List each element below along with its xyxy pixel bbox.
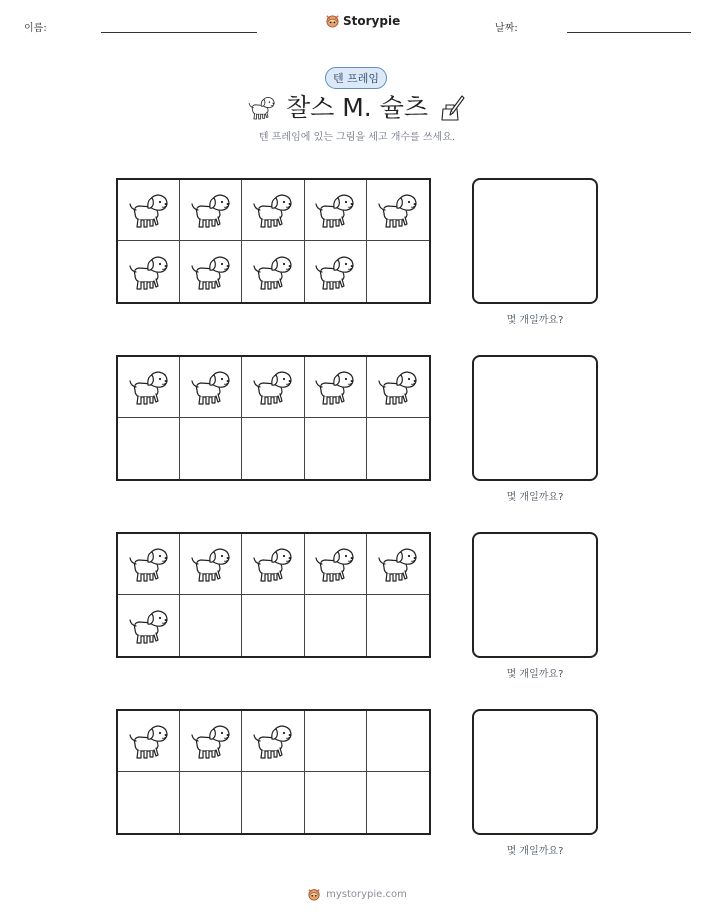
answer-box[interactable]: [472, 709, 598, 835]
footer: [0, 887, 714, 901]
ten-frame-cell: [180, 180, 242, 241]
puppy-icon: [189, 544, 233, 584]
ten-frame-cell: [118, 534, 180, 595]
ten-frame-cell: [180, 534, 242, 595]
ten-frame-cell: [305, 180, 367, 241]
puppy-icon: [251, 721, 295, 761]
instructions: 텐 프레임에 있는 그림을 세고 개수를 쓰세요.: [258, 132, 456, 143]
puppy-icon: [251, 252, 295, 292]
count-question: 몇 개일까요?: [506, 492, 564, 503]
ten-frame-cell: [118, 418, 180, 479]
puppy-icon: [127, 606, 171, 646]
ten-frame-cell: [242, 772, 304, 833]
ten-frame-cell: [305, 241, 367, 302]
ten-frame-cell: [367, 241, 429, 302]
count-question: 몇 개일까요?: [506, 846, 564, 857]
brand-name: Storypie: [343, 13, 401, 28]
ten-frame-cell: [180, 241, 242, 302]
storypie-logo-icon: [307, 887, 321, 901]
puppy-icon: [127, 252, 171, 292]
ten-frame: [116, 532, 431, 658]
ten-frame-badge: 텐 프레임: [325, 67, 387, 89]
ten-frame-cell: [242, 241, 304, 302]
ten-frame-cell: [242, 534, 304, 595]
puppy-icon: [251, 544, 295, 584]
name-line[interactable]: [101, 32, 257, 33]
ten-frame-cell: [242, 595, 304, 656]
puppy-icon: [376, 367, 420, 407]
page-title: 찰스 M. 슐츠: [285, 93, 428, 122]
ten-frame-cell: [305, 595, 367, 656]
ten-frame-cell: [305, 357, 367, 418]
answer-box[interactable]: [472, 178, 598, 304]
date-label: 날짜:: [495, 23, 518, 34]
puppy-icon: [189, 190, 233, 230]
puppy-icon: [127, 367, 171, 407]
ten-frame-cell: [305, 418, 367, 479]
name-label: 이름:: [24, 23, 47, 34]
brand-logo: [325, 13, 400, 28]
puppy-icon: [313, 367, 357, 407]
puppy-icon: [251, 367, 295, 407]
ten-frame-cell: [242, 711, 304, 772]
ten-frame-cell: [305, 711, 367, 772]
count-question: 몇 개일까요?: [506, 669, 564, 680]
puppy-icon: [127, 544, 171, 584]
puppy-icon: [376, 190, 420, 230]
ten-frame-cell: [180, 772, 242, 833]
ten-frame-cell: [367, 711, 429, 772]
puppy-icon: [189, 252, 233, 292]
ink-pen-icon: [438, 92, 466, 122]
puppy-icon: [251, 190, 295, 230]
ten-frame-cell: [118, 241, 180, 302]
date-line[interactable]: [567, 32, 691, 33]
answer-box[interactable]: [472, 532, 598, 658]
ten-frame-cell: [305, 534, 367, 595]
count-question: 몇 개일까요?: [506, 315, 564, 326]
storypie-logo-icon: [325, 13, 340, 28]
puppy-icon: [313, 190, 357, 230]
ten-frame-cell: [367, 180, 429, 241]
ten-frame-cell: [180, 595, 242, 656]
ten-frame-cell: [118, 595, 180, 656]
ten-frame-cell: [242, 357, 304, 418]
ten-frame-cell: [180, 357, 242, 418]
ten-frame-cell: [118, 772, 180, 833]
ten-frame-cell: [367, 772, 429, 833]
puppy-icon: [376, 544, 420, 584]
ten-frame-cell: [242, 418, 304, 479]
puppy-icon: [189, 367, 233, 407]
ten-frame-cell: [305, 772, 367, 833]
ten-frame-cell: [367, 595, 429, 656]
ten-frame-cell: [118, 711, 180, 772]
ten-frame-cell: [118, 357, 180, 418]
ten-frame-cell: [367, 418, 429, 479]
ten-frame-cell: [180, 418, 242, 479]
ten-frame: [116, 709, 431, 835]
puppy-icon: [127, 190, 171, 230]
ten-frame-cell: [367, 534, 429, 595]
footer-url[interactable]: mystorypie.com: [326, 888, 407, 900]
puppy-icon: [313, 544, 357, 584]
ten-frame: [116, 178, 431, 304]
ten-frame-cell: [367, 357, 429, 418]
puppy-icon: [127, 721, 171, 761]
ten-frame-cell: [242, 180, 304, 241]
ten-frame-cell: [118, 180, 180, 241]
answer-box[interactable]: [472, 355, 598, 481]
ten-frame: [116, 355, 431, 481]
puppy-icon: [189, 721, 233, 761]
ten-frame-cell: [180, 711, 242, 772]
puppy-icon: [313, 252, 357, 292]
